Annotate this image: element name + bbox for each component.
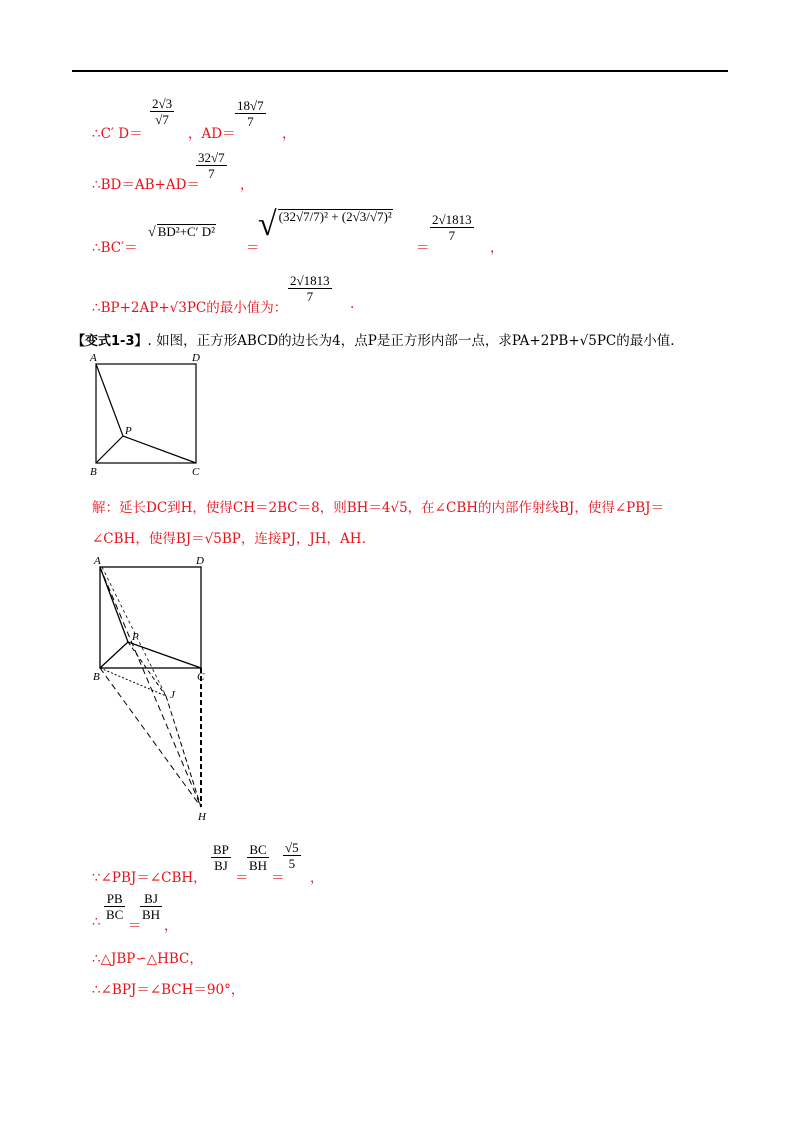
line1-end: ， [282, 126, 296, 142]
step1-eq1: ＝ [235, 870, 249, 886]
step2-end: ， [164, 918, 178, 934]
sqrt-bd-cd: √ BD²+C′ D² [148, 224, 216, 240]
step1-end: ， [310, 870, 324, 886]
fraction-bp-bj: $\frac{BP}{BJ}$ [213, 842, 229, 873]
label-a: A [90, 352, 97, 364]
solution-line-1: 解：延长DC到H，使得CH＝2BC＝8，则BH＝4√5，在∠CBH的内部作射线BJ，使得∠PBJ＝ [92, 500, 665, 516]
figure-construction-2 [88, 552, 228, 824]
label-b: B [90, 466, 97, 478]
label-b-2: B [93, 671, 100, 683]
segment-ap [96, 364, 123, 436]
line2-end: ， [240, 177, 254, 193]
sqrt-inner-expression: √ (32√7/7)² + (2√3/√7)² [258, 206, 392, 243]
line-cd-ad [92, 122, 143, 142]
frac-bd-num: 32√7 [198, 150, 225, 165]
frac-ad-den: 7 [247, 114, 254, 129]
step-1: ∵∠PBJ＝∠CBH， [92, 870, 207, 886]
fraction-bj-bh: $\frac{BJ}{BH}$ [142, 891, 161, 922]
segment-bp [96, 436, 123, 463]
segment-ah [100, 567, 201, 807]
segment-bj [100, 668, 166, 696]
line1-prefix: ∴C′ D＝ [92, 126, 143, 142]
line1-mid: ，AD＝ [188, 126, 236, 142]
segment-bp-2 [100, 642, 128, 668]
frac-min-num: 2√1813 [290, 273, 330, 288]
label-p: P [125, 425, 132, 437]
problem-statement [72, 329, 675, 349]
label-h-2: H [198, 811, 206, 823]
line-bd: ∴BD＝AB+AD＝ [92, 177, 200, 193]
label-c-2: C [197, 671, 205, 683]
label-j-2: J [170, 689, 175, 701]
line3-eq1: ＝ [246, 240, 260, 256]
segment-cp [123, 436, 196, 463]
frac-cd-num: 2√3 [152, 96, 173, 111]
line3-eq2: ＝ [416, 240, 430, 256]
fraction-pb-bc: $\frac{PB}{BC}$ [106, 891, 124, 922]
fraction-sqrt5-5: $\frac{√5}{5}$ [285, 840, 299, 871]
frac-bc-den: 7 [448, 228, 456, 243]
frac-bc-num: 2√1813 [432, 212, 472, 227]
header-rule [72, 70, 728, 72]
line4-end: . [350, 296, 355, 312]
segment-jh [166, 696, 201, 807]
figure-square-1 [88, 348, 210, 480]
frac-min-den: 7 [306, 289, 314, 304]
label-d-2: D [196, 555, 204, 567]
fraction-ad [235, 98, 266, 129]
frac-ad-num: 18√7 [237, 98, 264, 113]
label-c: C [192, 466, 200, 478]
label-a-2: A [94, 555, 101, 567]
fraction-bc-bh: $\frac{BC}{BH}$ [249, 842, 268, 873]
line3-end: ， [490, 240, 504, 256]
fraction-bc [430, 212, 474, 243]
step-4: ∴∠BPJ＝∠BCH＝90°， [92, 982, 245, 998]
frac-cd-den: √7 [155, 112, 169, 127]
label-d: D [192, 352, 200, 364]
step-3: ∴△JBP∽△HBC， [92, 951, 203, 967]
fraction-cd [150, 96, 174, 127]
frac-bd-den: 7 [208, 166, 215, 181]
label-p-2: P [132, 631, 139, 643]
solution-line-2: ∠CBH，使得BJ＝√5BP，连接PJ，JH，AH. [92, 531, 366, 547]
segment-pj [128, 642, 166, 696]
segment-cp-2 [128, 642, 201, 668]
square-abcd-2 [100, 567, 201, 668]
problem-label: 【变式1-3】 [72, 334, 148, 349]
line-bc: ∴BC′＝ [92, 240, 138, 256]
step2-eq: ＝ [128, 918, 142, 934]
fraction-min [288, 273, 332, 304]
step-2: ∴ [92, 914, 101, 930]
segment-bh [100, 668, 201, 807]
step1-eq2: ＝ [271, 870, 285, 886]
line-min-value: ∴BP+2AP+√3PC的最小值为： [92, 300, 288, 316]
problem-text: . 如图，正方形ABCD的边长为4，点P是正方形内部一点，求PA+2PB+√5PC的最小值. [147, 333, 675, 349]
fraction-bd [196, 150, 227, 181]
